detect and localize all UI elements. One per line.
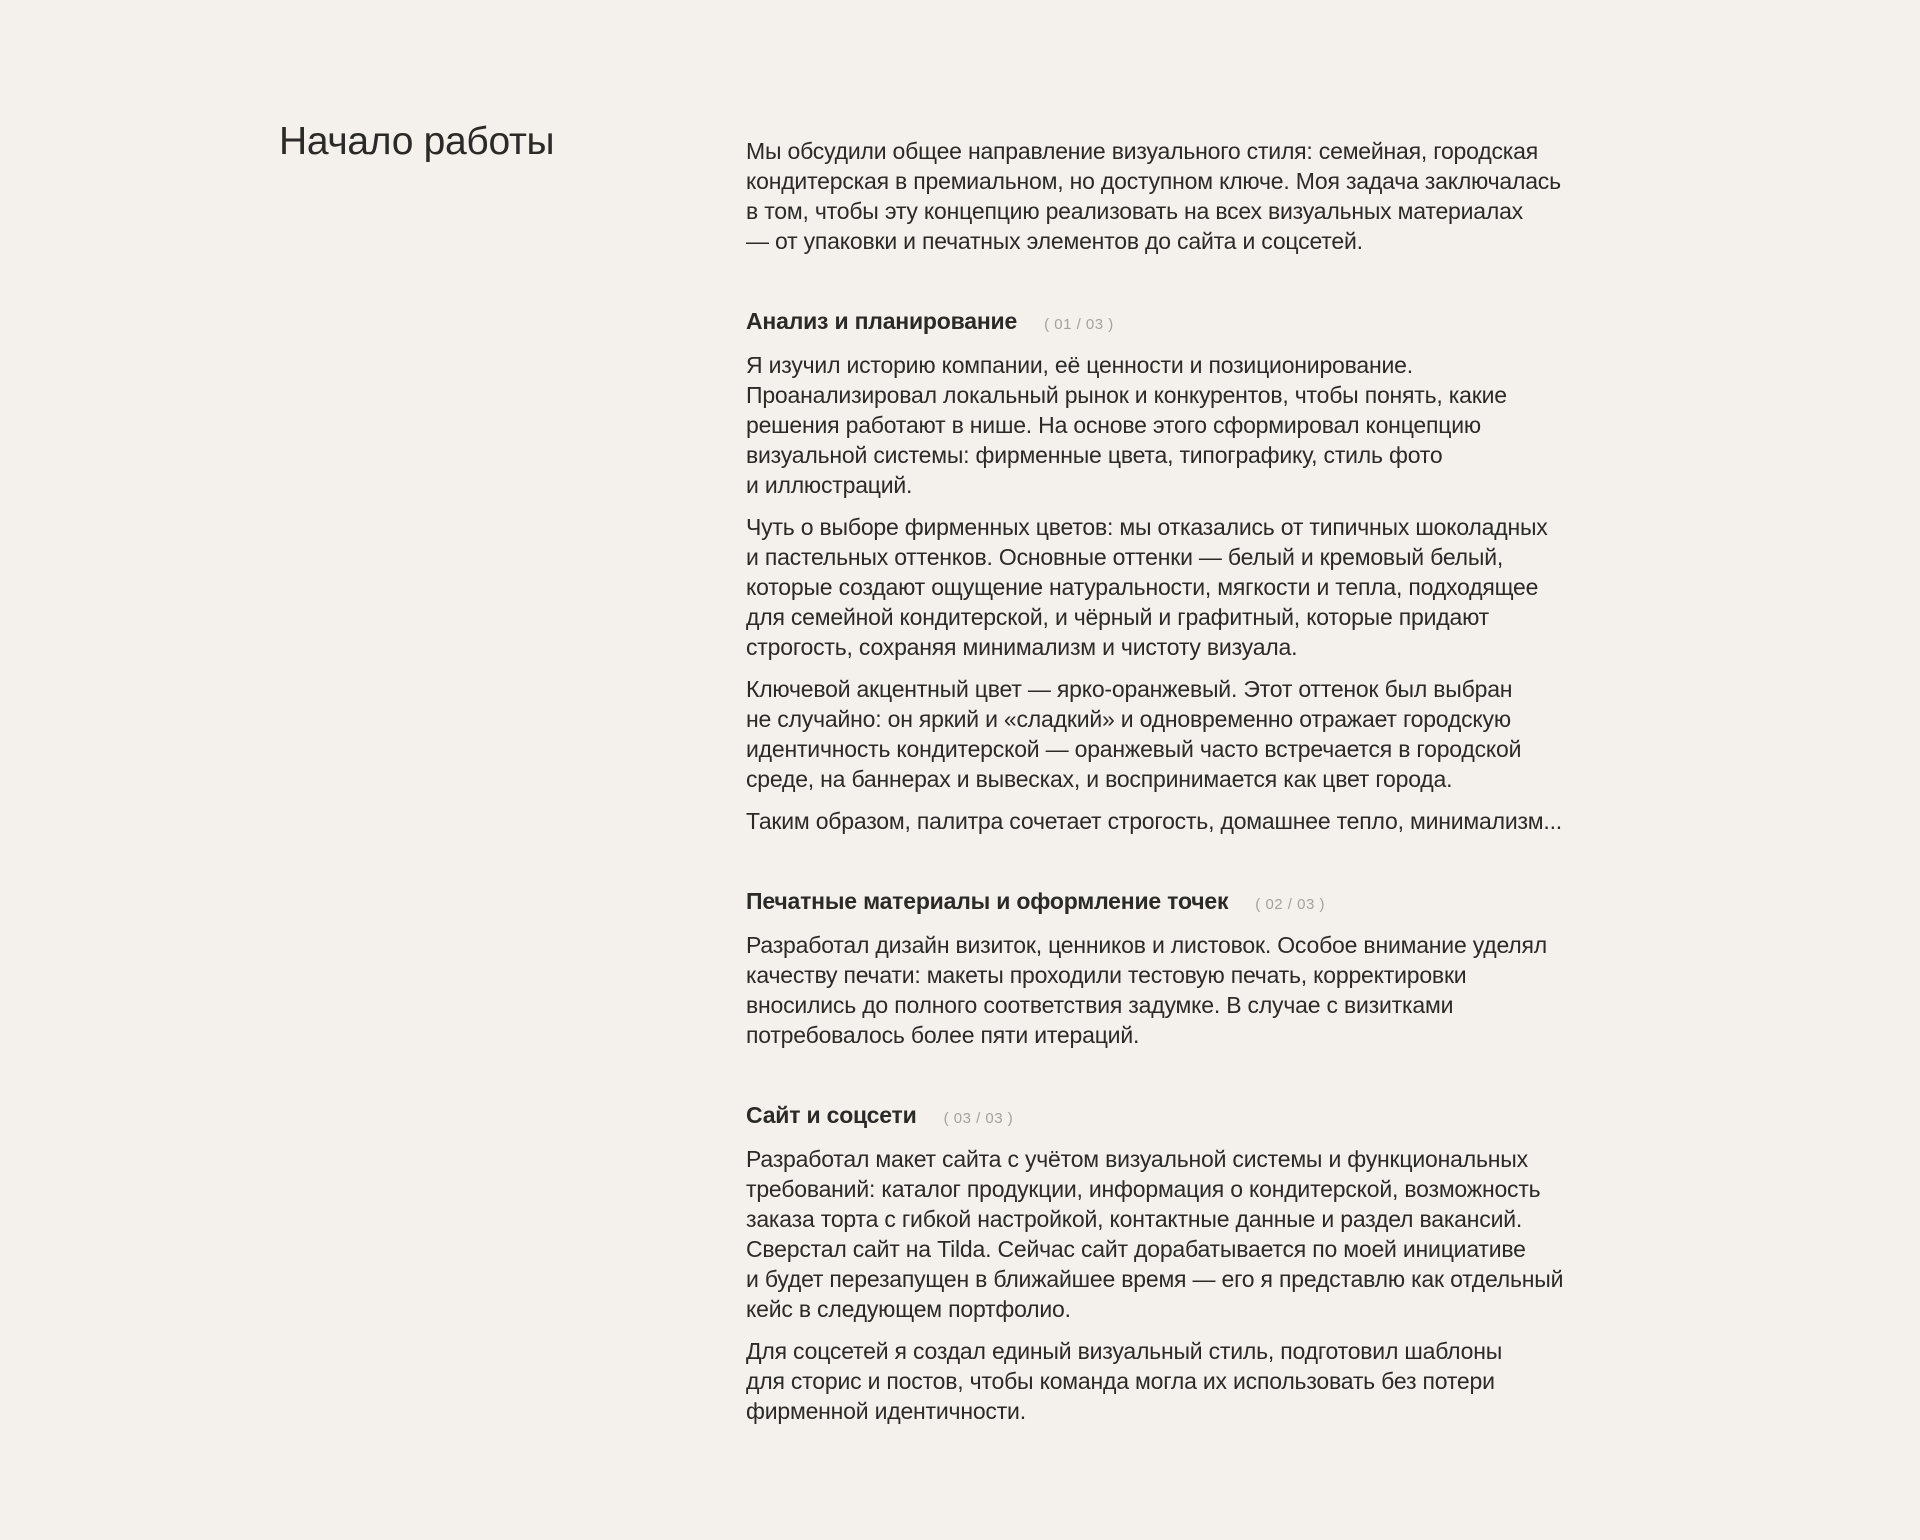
section-paragraph: Ключевой акцентный цвет — ярко-оранжевый. Этот оттенок был выбран не случайно: он яркий и «сладкий» и одновременно отражает городскую идентичность кондитерской — оранжевый часто встречается в городской среде, на баннерах и вывесках, и воспринимается как цвет города. [746,676,1522,792]
section-title: Сайт и соцсети [746,1102,917,1128]
section-title: Анализ и планирование [746,308,1018,334]
content-column [746,136,1651,1426]
section-analysis [746,304,1651,836]
section-header [746,304,1651,338]
section-paragraph: Таким образом, палитра сочетает строгость, домашнее тепло, минимализм... [746,808,1562,834]
intro-paragraph: Мы обсудили общее направление визуального стиля: семейная, городская кондитерская в премиальном, но доступном ключе. Моя задача заключалась в том, чтобы эту концепцию реализовать на всех визуальных материалах — от упаковки и печатных элементов до сайта и соцсетей. [746,138,1561,254]
section-counter: ( 03 / 03 ) [943,1110,1014,1127]
section-counter: ( 02 / 03 ) [1255,896,1325,913]
section-paragraph: Я изучил историю компании, её ценности и позиционирование. Проанализировал локальный рынок и конкурентов, чтобы понять, какие решения работают в нише. На основе этого сформировал концепцию визуальной системы: фирменные цвета, типографику, стиль фото и иллюстраций. [746,352,1507,498]
section-print [746,884,1651,1050]
section-paragraph: Чуть о выборе фирменных цветов: мы отказались от типичных шоколадных и пастельных оттенков. Основные оттенки — белый и кремовый белый, которые создают ощущение натуральности, мягкости и тепла, подходящее для семейной кондитерской, и чёрный и графитный, которые придают строгость, сохраняя минимализм и чистоту визуала. [746,514,1548,660]
section-header [746,1098,1651,1132]
section-paragraph: Разработал макет сайта с учётом визуальной системы и функциональных требований: каталог продукции, информация о кондитерской, возможность заказа торта с гибкой настройкой, контактные данные и раздел вакансий. Сверстал сайт на Tilda. Сейчас сайт дорабатывается по моей инициативе и будет перезапущен в ближайшее время — его я представлю как отдельный кейс в следующем портфолио. [746,1146,1564,1322]
section-header [746,884,1651,918]
section-title: Печатные материалы и оформление точек [746,888,1229,914]
section-paragraph: Разработал дизайн визиток, ценников и листовок. Особое внимание уделял качеству печати: макеты проходили тестовую печать, корректировки вносились до полного соответствия задумке. В случае с визитками потребовалось более пяти итераций. [746,932,1548,1048]
section-site-social [746,1098,1651,1426]
section-paragraph: Для соцсетей я создал единый визуальный стиль, подготовил шаблоны для сторис и постов, чтобы команда могла их использовать без потери фирменной идентичности. [746,1338,1503,1424]
section-counter: ( 01 / 03 ) [1044,316,1114,333]
page-title: Начало работы [279,120,555,163]
